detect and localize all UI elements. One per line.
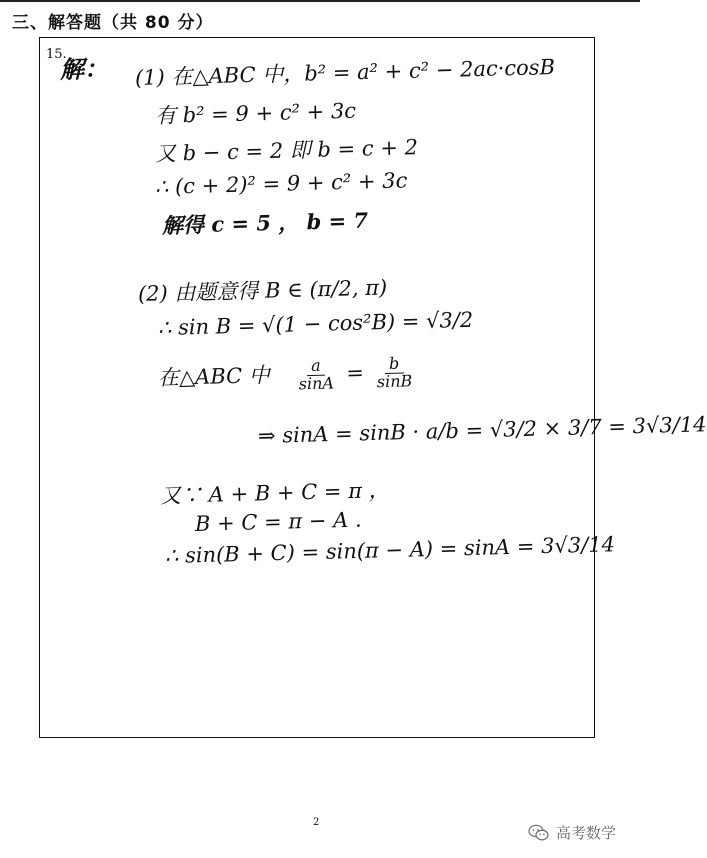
part1-line5: 解得 c = 5 ， b = 7: [161, 207, 369, 238]
section-heading: 三、解答题（共 80 分）: [12, 13, 214, 33]
problem-number: 15.: [46, 47, 67, 62]
header-rule: [0, 0, 640, 2]
page-number: 2: [313, 817, 320, 828]
watermark: [528, 822, 616, 843]
part2-line6: B + C = π − A .: [194, 507, 362, 536]
fraction-a-denominator: sinA: [298, 373, 335, 394]
part2-line1: (2) 由题意得 B ∈ (π/2, π): [137, 275, 388, 306]
part1-line1: (1) 在△ABC 中，b² = a² + c² − 2ac·cosB: [134, 55, 556, 90]
part2-line4: ⇒ sinA = sinB · a/b = √3/2 × 3/7 = 3√3/14: [257, 412, 707, 448]
fraction-b-denominator: sinB: [376, 371, 413, 392]
wechat-icon: [528, 824, 550, 842]
fraction-a-numerator: a: [307, 358, 325, 376]
part1-line4: ∴ (c + 2)² = 9 + c² + 3c: [154, 168, 408, 199]
fraction-b-numerator: b: [385, 356, 404, 374]
solution-label: 解：: [59, 53, 109, 84]
part1-line3: 又 b − c = 2 即 b = c + 2: [154, 135, 419, 166]
part2-line5: 又∵ A + B + C = π ，: [159, 477, 390, 508]
part2-line2: ∴ sin B = √(1 − cos²B) = √3/2: [157, 307, 474, 340]
part1-line2: 有 b² = 9 + c² + 3c: [154, 98, 357, 128]
part2-line3: [158, 355, 419, 397]
part2-line7: ∴ sin(B + C) = sin(π − A) = sinA = 3√3/14: [164, 532, 616, 568]
answer-box: [39, 37, 707, 738]
watermark-text: 高考数学: [556, 824, 617, 842]
ratio-fraction-b: [372, 355, 416, 391]
ratio-fraction-a: [294, 355, 338, 394]
part2-line3-prefix: 在△ABC 中: [157, 363, 271, 390]
ratio-equals: =: [346, 360, 365, 386]
